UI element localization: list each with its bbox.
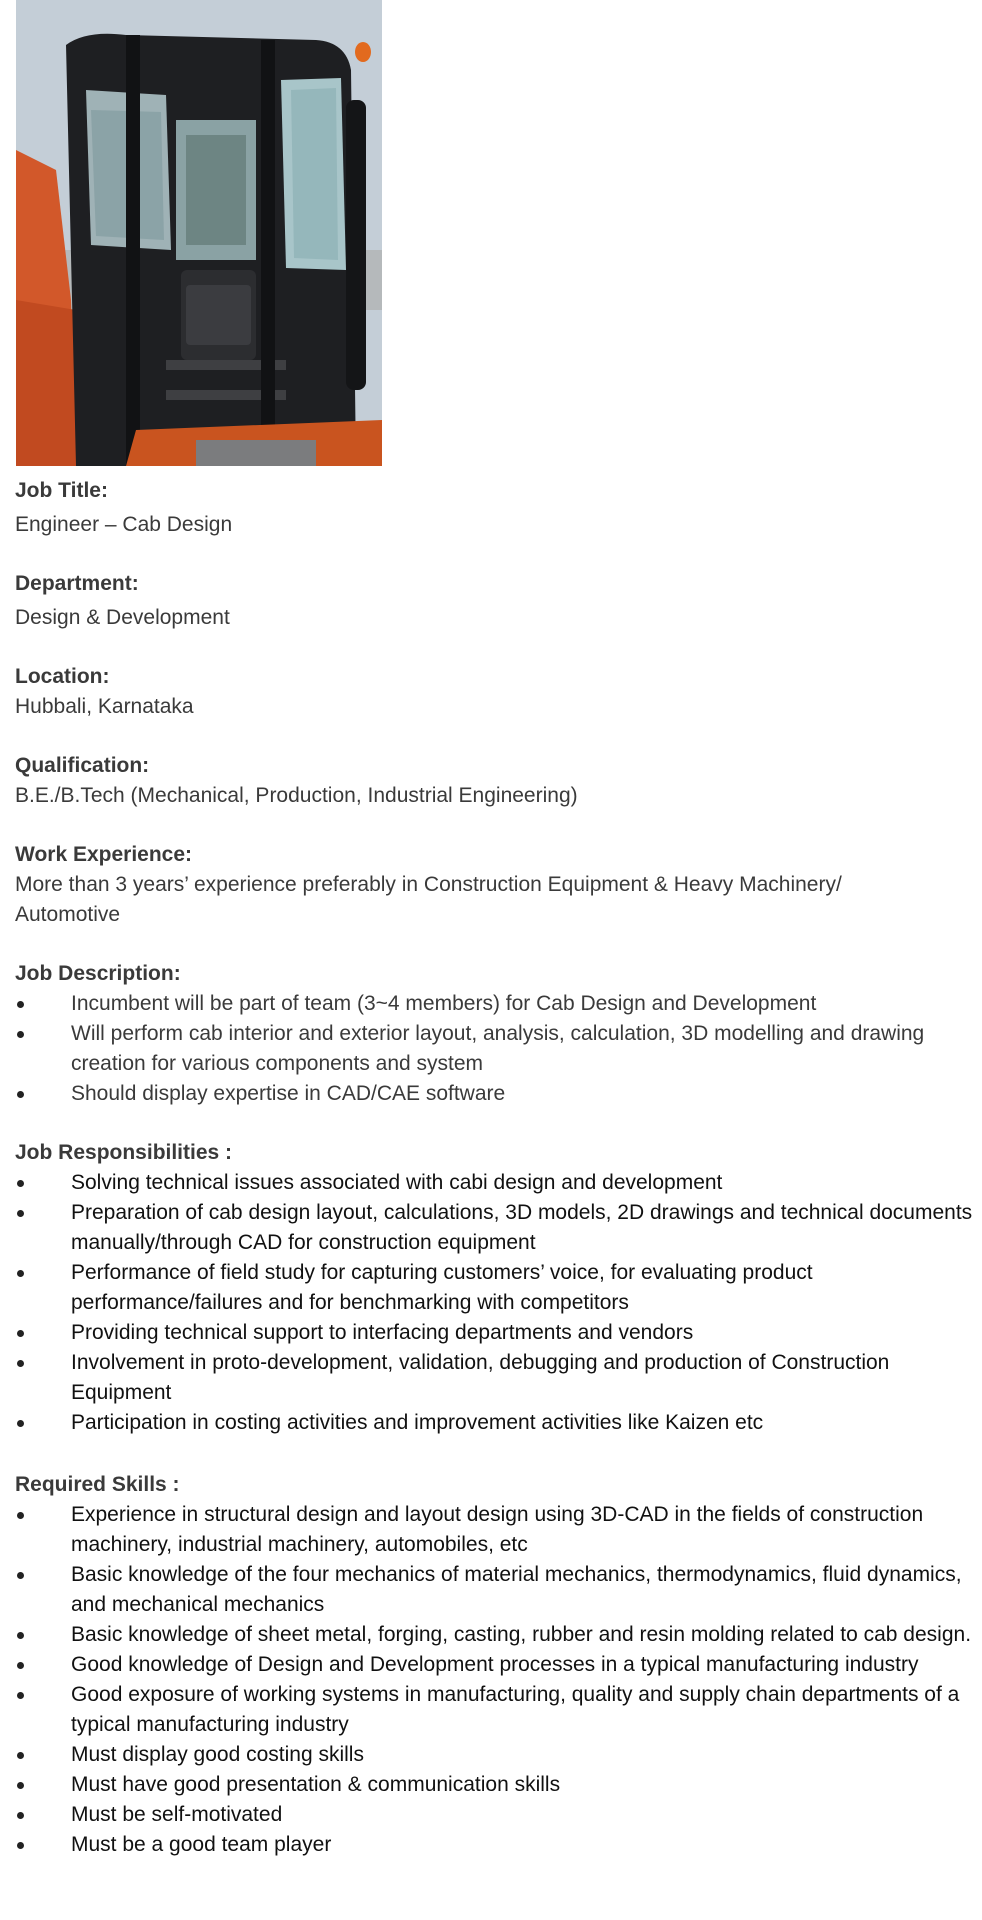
list-item-text: Preparation of cab design layout, calculations, 3D models, 2D drawings and technical documents manually/through CAD for construction equipment xyxy=(71,1201,973,1254)
list-item xyxy=(15,1740,975,1770)
bullet-icon xyxy=(17,1752,24,1759)
job-description-list xyxy=(15,989,935,1109)
bullet-icon xyxy=(17,1091,24,1098)
bullet-icon xyxy=(17,1031,24,1038)
list-item xyxy=(15,1650,975,1680)
list-item-text: Basic knowledge of the four mechanics of material mechanics, thermodynamics, fluid dynamics, and mechanical mechanics xyxy=(71,1563,962,1616)
bullet-icon xyxy=(17,1782,24,1789)
qualification-value: B.E./B.Tech (Mechanical, Production, Industrial Engineering) xyxy=(15,784,578,807)
job-title-section xyxy=(15,476,975,540)
qualification-section xyxy=(15,751,975,811)
job-responsibilities-list xyxy=(15,1168,975,1438)
list-item xyxy=(15,1079,935,1109)
job-title-value: Engineer – Cab Design xyxy=(15,513,233,536)
list-item xyxy=(15,1560,975,1620)
required-skills-section xyxy=(15,1470,975,1860)
department-value: Design & Development xyxy=(15,606,230,629)
list-item xyxy=(15,1348,975,1408)
bullet-icon xyxy=(17,1330,24,1337)
job-description-section xyxy=(15,959,975,1109)
list-item-text: Good exposure of working systems in manufacturing, quality and supply chain departments of a typical manufacturing industry xyxy=(71,1683,960,1736)
list-item-text: Experience in structural design and layout design using 3D-CAD in the fields of construction machinery, industrial machinery, automobiles, etc xyxy=(71,1503,924,1556)
bullet-icon xyxy=(17,1512,24,1519)
list-item-text: Must be a good team player xyxy=(71,1833,332,1856)
list-item-text: Basic knowledge of sheet metal, forging, casting, rubber and resin molding related to cab design. xyxy=(71,1623,972,1646)
list-item xyxy=(15,1620,975,1650)
list-item-text: Must have good presentation & communication skills xyxy=(71,1773,561,1796)
bullet-icon xyxy=(17,1210,24,1217)
list-item xyxy=(15,989,935,1019)
list-item xyxy=(15,1500,975,1560)
work-experience-value: More than 3 years’ experience preferably in Construction Equipment & Heavy Machinery/ Automotive xyxy=(15,873,842,926)
location-value: Hubbali, Karnataka xyxy=(15,695,194,718)
bullet-icon xyxy=(17,1420,24,1427)
list-item-text: Performance of field study for capturing customers’ voice, for evaluating product performance/failures and for benchmarking with competitors xyxy=(71,1261,813,1314)
qualification-label: Qualification: xyxy=(15,754,150,777)
list-item-text: Good knowledge of Design and Development processes in a typical manufacturing industry xyxy=(71,1653,919,1676)
machine-cab-illustration xyxy=(16,0,382,466)
bullet-icon xyxy=(17,1842,24,1849)
bullet-icon xyxy=(17,1360,24,1367)
list-item xyxy=(15,1770,975,1800)
location-label: Location: xyxy=(15,665,110,688)
list-item-text: Must be self-motivated xyxy=(71,1803,283,1826)
department-section xyxy=(15,569,975,633)
list-item-text: Incumbent will be part of team (3~4 members) for Cab Design and Development xyxy=(71,992,817,1015)
bullet-icon xyxy=(17,1632,24,1639)
list-item-text: Involvement in proto-development, validation, debugging and production of Construction Equipment xyxy=(71,1351,890,1404)
required-skills-list xyxy=(15,1500,975,1860)
job-description-label: Job Description: xyxy=(15,962,181,985)
list-item-text: Should display expertise in CAD/CAE software xyxy=(71,1082,506,1105)
list-item xyxy=(15,1800,975,1830)
work-experience-section xyxy=(15,840,975,930)
list-item-text: Must display good costing skills xyxy=(71,1743,364,1766)
bullet-icon xyxy=(17,1270,24,1277)
job-title-label: Job Title: xyxy=(15,479,108,502)
work-experience-label: Work Experience: xyxy=(15,843,193,866)
list-item xyxy=(15,1830,975,1860)
list-item xyxy=(15,1408,975,1438)
job-responsibilities-label: Job Responsibilities : xyxy=(15,1141,233,1164)
list-item xyxy=(15,1198,975,1258)
list-item-text: Providing technical support to interfacing departments and vendors xyxy=(71,1321,694,1344)
required-skills-label: Required Skills : xyxy=(15,1473,180,1496)
bullet-icon xyxy=(17,1180,24,1187)
bullet-icon xyxy=(17,1001,24,1008)
cab-photo xyxy=(16,0,382,466)
job-responsibilities-section xyxy=(15,1138,975,1438)
job-posting xyxy=(15,0,975,1860)
bullet-icon xyxy=(17,1662,24,1669)
list-item xyxy=(15,1318,975,1348)
bullet-icon xyxy=(17,1812,24,1819)
bullet-icon xyxy=(17,1692,24,1699)
location-section xyxy=(15,662,975,722)
department-label: Department: xyxy=(15,572,139,595)
list-item-text: Participation in costing activities and improvement activities like Kaizen etc xyxy=(71,1411,764,1434)
list-item xyxy=(15,1019,935,1079)
list-item xyxy=(15,1168,975,1198)
list-item xyxy=(15,1680,975,1740)
list-item xyxy=(15,1258,975,1318)
bullet-icon xyxy=(17,1572,24,1579)
list-item-text: Will perform cab interior and exterior layout, analysis, calculation, 3D modelling and drawing creation for various components and system xyxy=(71,1022,925,1075)
list-item-text: Solving technical issues associated with cabi design and development xyxy=(71,1171,723,1194)
